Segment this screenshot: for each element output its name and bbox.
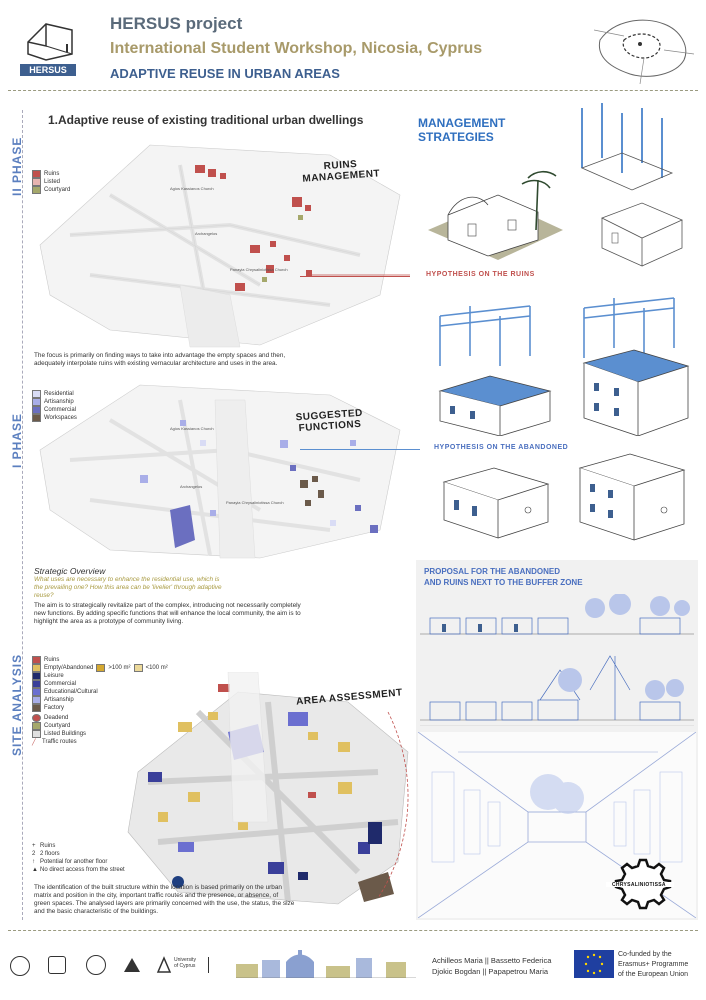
svg-text:Archangelos: Archangelos bbox=[195, 231, 218, 236]
city-skyline-illustration bbox=[236, 948, 416, 978]
legend-item: ↑ Potential for another floor bbox=[32, 859, 108, 865]
university-logo-4-icon bbox=[122, 956, 142, 974]
section-title: 1.Adaptive reuse of existing traditional urban dwellings bbox=[48, 113, 364, 127]
strategic-question: What uses are necessary to enhance the residential use, which is the prevailing one? How this area can be 'livelier' through adaptive reuse? bbox=[34, 576, 222, 599]
proposal-title: PROPOSAL FOR THE ABANDONED AND RUINS NEXT TO THE BUFFER ZONE bbox=[424, 567, 583, 587]
legend-item: Listed bbox=[32, 178, 70, 186]
theme-title: ADAPTIVE REUSE IN URBAN AREAS bbox=[110, 66, 340, 81]
svg-text:Archangelos: Archangelos bbox=[180, 484, 203, 489]
svg-text:Panayia Chrysaliniotissa Churc: Panayia Chrysaliniotissa Church bbox=[226, 500, 284, 505]
university-logo-1-icon bbox=[10, 956, 30, 976]
functions-map bbox=[30, 380, 410, 560]
university-of-cyprus-text: University of Cyprus bbox=[174, 957, 196, 969]
legend-item: Factory bbox=[32, 704, 168, 712]
legend-item: Courtyard bbox=[32, 722, 168, 730]
ruins-management-stamp: RUINS MANAGEMENT bbox=[302, 158, 381, 185]
abandoned-hypothesis-pergola-2 bbox=[574, 288, 698, 436]
proposal-elevation-2 bbox=[420, 650, 694, 726]
phase-1-label: I PHASE bbox=[10, 412, 24, 468]
site-legend bbox=[32, 656, 168, 746]
phase-divider bbox=[22, 110, 23, 920]
site-symbols bbox=[32, 842, 125, 874]
university-of-cyprus-logo-icon bbox=[156, 956, 172, 974]
legend-item: + Ruins bbox=[32, 843, 56, 849]
management-strategies-title: MANAGEMENT STRATEGIES bbox=[418, 116, 506, 144]
svg-text:Agios Kassianos Church: Agios Kassianos Church bbox=[170, 186, 214, 191]
abandoned-hypothesis-pergola-1 bbox=[430, 296, 560, 436]
workshop-subtitle: International Student Workshop, Nicosia, Cyprus bbox=[110, 40, 483, 57]
team-names: Achilleos Maria || Bassetto Federica Djokic Bogdan || Papapetrou Maria bbox=[432, 956, 552, 976]
legend-item: ▲ No direct access from the street bbox=[32, 867, 125, 873]
phase-2-label: II PHASE bbox=[10, 136, 24, 196]
legend-item: Ruins bbox=[32, 170, 70, 178]
strategic-text: The aim is to strategically revitalize part of the complex, introducing not necessarily completely new functions. By adding specific functions that will enhance the local community, the aim is to highlight the area as a prototype of community living. bbox=[34, 602, 301, 625]
legend-item: ╱ Traffic routes bbox=[32, 739, 77, 746]
ruins-hypothesis-line bbox=[300, 276, 410, 277]
abandoned-house-section-1 bbox=[438, 460, 554, 546]
partner-logo-icon bbox=[208, 957, 227, 973]
legend-item: Deadend bbox=[32, 714, 168, 722]
project-title: HERSUS project bbox=[110, 14, 243, 33]
legend-item: Commercial bbox=[32, 680, 168, 688]
strategic-heading: Strategic Overview bbox=[34, 566, 106, 576]
ruin-axonometric bbox=[418, 160, 568, 270]
legend-item: Empty/Abandoned >100 m² <100 m² bbox=[32, 664, 168, 672]
eu-flag-icon bbox=[574, 950, 614, 978]
legend-item: Courtyard bbox=[32, 186, 70, 194]
footer-divider bbox=[8, 930, 698, 931]
svg-text:Agios Kassianos Church: Agios Kassianos Church bbox=[170, 426, 214, 431]
ruins-legend bbox=[32, 170, 70, 194]
legend-item: Commercial bbox=[32, 406, 77, 414]
legend-item: Ruins bbox=[32, 656, 168, 664]
suggested-functions-stamp: SUGGESTED FUNCTIONS bbox=[295, 407, 364, 435]
site-description: The identification of the built structure within the location is based primarily on the urban matrix and position in the city, important traffic routes and the presence, or absence, of green spaces. The analysed layers are primarily concerned with the use, the status, the size and the basic characteristic of the buildings. bbox=[34, 884, 295, 915]
proposal-elevation-1 bbox=[420, 594, 694, 638]
legend-item: Workspaces bbox=[32, 414, 77, 422]
header-divider bbox=[8, 90, 698, 91]
university-logo-3-icon bbox=[86, 955, 106, 975]
erasmus-cofunding: Co-funded by the Erasmus+ Programme of the European Union bbox=[618, 951, 689, 978]
abandoned-house-section-2 bbox=[574, 446, 690, 546]
university-logo-2-icon bbox=[48, 956, 66, 974]
chrysaliniotissa-logo-text: CHRYSALINIOTISSA bbox=[612, 882, 666, 888]
site-analysis-label: SITE ANALYSIS bbox=[10, 653, 24, 756]
area-assessment-stamp: AREA ASSESSMENT bbox=[295, 687, 404, 708]
legend-item: Leisure bbox=[32, 672, 168, 680]
legend-item: Educational/Cultural bbox=[32, 688, 168, 696]
hersus-logo-icon bbox=[24, 16, 76, 64]
svg-text:Panayia Chrysaliniotissa Churc: Panayia Chrysaliniotissa Church bbox=[230, 267, 288, 272]
abandoned-hypothesis-line bbox=[300, 449, 420, 450]
legend-item: Artisanship bbox=[32, 696, 168, 704]
location-map-icon bbox=[594, 10, 694, 84]
legend-item: Artisanship bbox=[32, 398, 77, 406]
ruin-exploded-axonometric bbox=[572, 98, 698, 273]
hypothesis-ruins: HYPOTHESIS ON THE RUINS bbox=[426, 271, 535, 278]
hersus-logo-text: HERSUS bbox=[20, 64, 76, 76]
legend-item: Residential bbox=[32, 390, 77, 398]
legend-item: Listed Buildings bbox=[32, 730, 168, 738]
functions-legend bbox=[32, 390, 77, 422]
ruins-description: The focus is primarily on finding ways to take into advantage the empty spaces and then, adequately interpolate ruins with existing vernacular architecture and uses in the area. bbox=[34, 352, 286, 367]
hypothesis-abandoned: HYPOTHESIS ON THE ABANDONED bbox=[434, 444, 569, 451]
legend-item: 2 2 floors bbox=[32, 851, 60, 857]
